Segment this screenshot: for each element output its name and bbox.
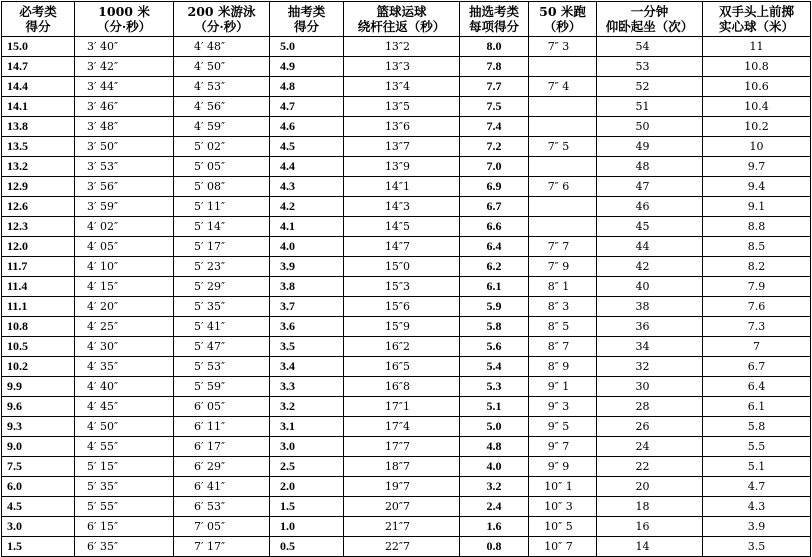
table-row xyxy=(2,117,811,137)
situps-cell: 28 xyxy=(597,397,703,417)
elective-score-cell: 7.5 xyxy=(460,97,529,117)
swim-200m-cell: 5′ 35″ xyxy=(174,297,270,317)
table-row xyxy=(2,477,811,497)
required-score-cell: 12.6 xyxy=(2,197,75,217)
situps-cell: 36 xyxy=(597,317,703,337)
sampled-score-cell: 3.9 xyxy=(270,257,344,277)
situps-cell: 45 xyxy=(597,217,703,237)
elective-score-cell: 2.4 xyxy=(460,497,529,517)
run-1000m-cell: 3′ 53″ xyxy=(75,157,174,177)
dribble-time-cell: 17″7 xyxy=(344,437,460,457)
run-50m-cell xyxy=(529,217,597,237)
elective-score-cell: 5.1 xyxy=(460,397,529,417)
swim-200m-cell: 5′ 05″ xyxy=(174,157,270,177)
medicine-ball-cell: 8.8 xyxy=(703,217,811,237)
sampled-score-cell: 0.5 xyxy=(270,537,344,557)
required-score-cell: 11.4 xyxy=(2,277,75,297)
run-50m-cell: 10″ 7 xyxy=(529,537,597,557)
table-row xyxy=(2,437,811,457)
situps-cell: 18 xyxy=(597,497,703,517)
run-50m-cell: 7″ 5 xyxy=(529,137,597,157)
run-1000m-cell: 4′ 20″ xyxy=(75,297,174,317)
run-1000m-cell: 4′ 50″ xyxy=(75,417,174,437)
dribble-time-cell: 15″3 xyxy=(344,277,460,297)
table-row xyxy=(2,37,811,57)
run-50m-cell: 9″ 1 xyxy=(529,377,597,397)
dribble-time-cell: 22″7 xyxy=(344,537,460,557)
required-score-cell: 9.9 xyxy=(2,377,75,397)
table-row xyxy=(2,277,811,297)
swim-200m-cell: 5′ 59″ xyxy=(174,377,270,397)
elective-score-cell: 5.3 xyxy=(460,377,529,397)
required-score-cell: 12.0 xyxy=(2,237,75,257)
situps-cell: 22 xyxy=(597,457,703,477)
dribble-time-cell: 20″7 xyxy=(344,497,460,517)
required-score-cell: 11.1 xyxy=(2,297,75,317)
run-50m-cell: 9″ 5 xyxy=(529,417,597,437)
header-sampled-score: 抽考类 得分 xyxy=(270,2,344,37)
situps-cell: 47 xyxy=(597,177,703,197)
elective-score-cell: 7.0 xyxy=(460,157,529,177)
dribble-time-cell: 14″7 xyxy=(344,237,460,257)
header-situps: 一分钟 仰卧起坐（次） xyxy=(597,2,703,37)
elective-score-cell: 8.0 xyxy=(460,37,529,57)
run-1000m-cell: 4′ 15″ xyxy=(75,277,174,297)
situps-cell: 40 xyxy=(597,277,703,297)
dribble-time-cell: 21″7 xyxy=(344,517,460,537)
swim-200m-cell: 4′ 59″ xyxy=(174,117,270,137)
swim-200m-cell: 4′ 50″ xyxy=(174,57,270,77)
run-50m-cell: 10″ 1 xyxy=(529,477,597,497)
situps-cell: 32 xyxy=(597,357,703,377)
sampled-score-cell: 3.2 xyxy=(270,397,344,417)
required-score-cell: 11.7 xyxy=(2,257,75,277)
swim-200m-cell: 6′ 05″ xyxy=(174,397,270,417)
table-row xyxy=(2,517,811,537)
medicine-ball-cell: 10.2 xyxy=(703,117,811,137)
elective-score-cell: 6.2 xyxy=(460,257,529,277)
situps-cell: 34 xyxy=(597,337,703,357)
swim-200m-cell: 5′ 53″ xyxy=(174,357,270,377)
sampled-score-cell: 4.7 xyxy=(270,97,344,117)
run-1000m-cell: 4′ 10″ xyxy=(75,257,174,277)
run-50m-cell: 7″ 3 xyxy=(529,37,597,57)
sampled-score-cell: 3.0 xyxy=(270,437,344,457)
sampled-score-cell: 3.4 xyxy=(270,357,344,377)
run-1000m-cell: 4′ 45″ xyxy=(75,397,174,417)
sampled-score-cell: 1.5 xyxy=(270,497,344,517)
required-score-cell: 6.0 xyxy=(2,477,75,497)
run-50m-cell: 9″ 9 xyxy=(529,457,597,477)
medicine-ball-cell: 7.3 xyxy=(703,317,811,337)
sampled-score-cell: 4.2 xyxy=(270,197,344,217)
table-row xyxy=(2,257,811,277)
medicine-ball-cell: 5.1 xyxy=(703,457,811,477)
run-1000m-cell: 3′ 56″ xyxy=(75,177,174,197)
situps-cell: 42 xyxy=(597,257,703,277)
header-200m-swim: 200 米游泳 （分·秒） xyxy=(174,2,270,37)
situps-cell: 44 xyxy=(597,237,703,257)
table-row xyxy=(2,177,811,197)
header-medicine-ball: 双手头上前掷 实心球（米） xyxy=(703,2,811,37)
dribble-time-cell: 14″5 xyxy=(344,217,460,237)
sampled-score-cell: 5.0 xyxy=(270,37,344,57)
medicine-ball-cell: 3.9 xyxy=(703,517,811,537)
required-score-cell: 14.1 xyxy=(2,97,75,117)
run-50m-cell: 7″ 6 xyxy=(529,177,597,197)
dribble-time-cell: 16″5 xyxy=(344,357,460,377)
swim-200m-cell: 5′ 41″ xyxy=(174,317,270,337)
table-row xyxy=(2,57,811,77)
run-50m-cell xyxy=(529,157,597,177)
sampled-score-cell: 3.5 xyxy=(270,337,344,357)
elective-score-cell: 7.4 xyxy=(460,117,529,137)
situps-cell: 14 xyxy=(597,537,703,557)
elective-score-cell: 0.8 xyxy=(460,537,529,557)
score-table xyxy=(1,1,811,557)
swim-200m-cell: 4′ 53″ xyxy=(174,77,270,97)
table-row xyxy=(2,537,811,557)
run-1000m-cell: 4′ 02″ xyxy=(75,217,174,237)
medicine-ball-cell: 10.6 xyxy=(703,77,811,97)
required-score-cell: 7.5 xyxy=(2,457,75,477)
table-row xyxy=(2,97,811,117)
medicine-ball-cell: 9.4 xyxy=(703,177,811,197)
table-row xyxy=(2,377,811,397)
medicine-ball-cell: 4.3 xyxy=(703,497,811,517)
dribble-time-cell: 13″5 xyxy=(344,97,460,117)
medicine-ball-cell: 7.9 xyxy=(703,277,811,297)
run-50m-cell: 7″ 9 xyxy=(529,257,597,277)
sampled-score-cell: 4.0 xyxy=(270,237,344,257)
table-row xyxy=(2,137,811,157)
elective-score-cell: 4.0 xyxy=(460,457,529,477)
required-score-cell: 1.5 xyxy=(2,537,75,557)
dribble-time-cell: 15″0 xyxy=(344,257,460,277)
sampled-score-cell: 4.8 xyxy=(270,77,344,97)
swim-200m-cell: 5′ 11″ xyxy=(174,197,270,217)
elective-score-cell: 6.7 xyxy=(460,197,529,217)
table-row xyxy=(2,197,811,217)
swim-200m-cell: 7′ 17″ xyxy=(174,537,270,557)
run-50m-cell: 8″ 7 xyxy=(529,337,597,357)
table-row xyxy=(2,217,811,237)
required-score-cell: 15.0 xyxy=(2,37,75,57)
table-row xyxy=(2,297,811,317)
required-score-cell: 9.0 xyxy=(2,437,75,457)
medicine-ball-cell: 10.8 xyxy=(703,57,811,77)
run-1000m-cell: 5′ 15″ xyxy=(75,457,174,477)
required-score-cell: 4.5 xyxy=(2,497,75,517)
run-1000m-cell: 4′ 05″ xyxy=(75,237,174,257)
medicine-ball-cell: 5.5 xyxy=(703,437,811,457)
table-row xyxy=(2,237,811,257)
swim-200m-cell: 6′ 53″ xyxy=(174,497,270,517)
medicine-ball-cell: 3.5 xyxy=(703,537,811,557)
medicine-ball-cell: 6.1 xyxy=(703,397,811,417)
run-1000m-cell: 3′ 44″ xyxy=(75,77,174,97)
header-required-score: 必考类 得分 xyxy=(2,2,75,37)
medicine-ball-cell: 10 xyxy=(703,137,811,157)
sampled-score-cell: 4.9 xyxy=(270,57,344,77)
run-50m-cell xyxy=(529,97,597,117)
situps-cell: 52 xyxy=(597,77,703,97)
dribble-time-cell: 19″7 xyxy=(344,477,460,497)
header-elective-score: 抽选考类 每项得分 xyxy=(460,2,529,37)
situps-cell: 51 xyxy=(597,97,703,117)
swim-200m-cell: 4′ 48″ xyxy=(174,37,270,57)
swim-200m-cell: 6′ 17″ xyxy=(174,437,270,457)
elective-score-cell: 3.2 xyxy=(460,477,529,497)
sampled-score-cell: 2.5 xyxy=(270,457,344,477)
run-1000m-cell: 3′ 48″ xyxy=(75,117,174,137)
swim-200m-cell: 4′ 56″ xyxy=(174,97,270,117)
elective-score-cell: 5.6 xyxy=(460,337,529,357)
medicine-ball-cell: 9.7 xyxy=(703,157,811,177)
elective-score-cell: 6.9 xyxy=(460,177,529,197)
run-1000m-cell: 5′ 55″ xyxy=(75,497,174,517)
table-row xyxy=(2,497,811,517)
situps-cell: 16 xyxy=(597,517,703,537)
swim-200m-cell: 5′ 08″ xyxy=(174,177,270,197)
run-1000m-cell: 3′ 42″ xyxy=(75,57,174,77)
elective-score-cell: 6.6 xyxy=(460,217,529,237)
sampled-score-cell: 4.4 xyxy=(270,157,344,177)
dribble-time-cell: 15″6 xyxy=(344,297,460,317)
required-score-cell: 10.2 xyxy=(2,357,75,377)
table-row xyxy=(2,157,811,177)
medicine-ball-cell: 4.7 xyxy=(703,477,811,497)
run-1000m-cell: 3′ 59″ xyxy=(75,197,174,217)
situps-cell: 48 xyxy=(597,157,703,177)
medicine-ball-cell: 7.6 xyxy=(703,297,811,317)
situps-cell: 46 xyxy=(597,197,703,217)
swim-200m-cell: 6′ 41″ xyxy=(174,477,270,497)
situps-cell: 20 xyxy=(597,477,703,497)
sampled-score-cell: 3.7 xyxy=(270,297,344,317)
run-50m-cell: 10″ 5 xyxy=(529,517,597,537)
run-1000m-cell: 3′ 40″ xyxy=(75,37,174,57)
elective-score-cell: 6.1 xyxy=(460,277,529,297)
sampled-score-cell: 4.3 xyxy=(270,177,344,197)
dribble-time-cell: 13″4 xyxy=(344,77,460,97)
situps-cell: 49 xyxy=(597,137,703,157)
run-50m-cell: 7″ 7 xyxy=(529,237,597,257)
medicine-ball-cell: 11 xyxy=(703,37,811,57)
situps-cell: 53 xyxy=(597,57,703,77)
medicine-ball-cell: 7 xyxy=(703,337,811,357)
situps-cell: 30 xyxy=(597,377,703,397)
header-1000m: 1000 米 （分·秒） xyxy=(75,2,174,37)
required-score-cell: 9.6 xyxy=(2,397,75,417)
run-50m-cell: 8″ 9 xyxy=(529,357,597,377)
situps-cell: 38 xyxy=(597,297,703,317)
dribble-time-cell: 15″9 xyxy=(344,317,460,337)
run-50m-cell xyxy=(529,197,597,217)
swim-200m-cell: 5′ 29″ xyxy=(174,277,270,297)
table-row xyxy=(2,77,811,97)
swim-200m-cell: 5′ 17″ xyxy=(174,237,270,257)
situps-cell: 50 xyxy=(597,117,703,137)
sampled-score-cell: 4.1 xyxy=(270,217,344,237)
table-row xyxy=(2,397,811,417)
sampled-score-cell: 3.8 xyxy=(270,277,344,297)
swim-200m-cell: 7′ 05″ xyxy=(174,517,270,537)
header-basketball-dribble: 篮球运球 绕杆往返（秒） xyxy=(344,2,460,37)
dribble-time-cell: 16″2 xyxy=(344,337,460,357)
sampled-score-cell: 4.6 xyxy=(270,117,344,137)
run-1000m-cell: 4′ 40″ xyxy=(75,377,174,397)
dribble-time-cell: 17″4 xyxy=(344,417,460,437)
sampled-score-cell: 3.6 xyxy=(270,317,344,337)
medicine-ball-cell: 10.4 xyxy=(703,97,811,117)
medicine-ball-cell: 9.1 xyxy=(703,197,811,217)
medicine-ball-cell: 8.5 xyxy=(703,237,811,257)
situps-cell: 26 xyxy=(597,417,703,437)
elective-score-cell: 5.0 xyxy=(460,417,529,437)
elective-score-cell: 7.8 xyxy=(460,57,529,77)
required-score-cell: 13.8 xyxy=(2,117,75,137)
run-50m-cell xyxy=(529,117,597,137)
elective-score-cell: 1.6 xyxy=(460,517,529,537)
dribble-time-cell: 13″3 xyxy=(344,57,460,77)
medicine-ball-cell: 8.2 xyxy=(703,257,811,277)
sampled-score-cell: 2.0 xyxy=(270,477,344,497)
required-score-cell: 10.8 xyxy=(2,317,75,337)
dribble-time-cell: 13″6 xyxy=(344,117,460,137)
dribble-time-cell: 16″8 xyxy=(344,377,460,397)
run-1000m-cell: 6′ 35″ xyxy=(75,537,174,557)
swim-200m-cell: 5′ 23″ xyxy=(174,257,270,277)
dribble-time-cell: 13″9 xyxy=(344,157,460,177)
sampled-score-cell: 1.0 xyxy=(270,517,344,537)
situps-cell: 54 xyxy=(597,37,703,57)
header-row xyxy=(2,2,811,37)
required-score-cell: 3.0 xyxy=(2,517,75,537)
run-1000m-cell: 4′ 30″ xyxy=(75,337,174,357)
required-score-cell: 12.3 xyxy=(2,217,75,237)
required-score-cell: 13.2 xyxy=(2,157,75,177)
situps-cell: 24 xyxy=(597,437,703,457)
swim-200m-cell: 5′ 02″ xyxy=(174,137,270,157)
run-50m-cell: 8″ 3 xyxy=(529,297,597,317)
elective-score-cell: 5.4 xyxy=(460,357,529,377)
medicine-ball-cell: 6.4 xyxy=(703,377,811,397)
run-1000m-cell: 3′ 46″ xyxy=(75,97,174,117)
table-row xyxy=(2,417,811,437)
dribble-time-cell: 14″3 xyxy=(344,197,460,217)
run-1000m-cell: 3′ 50″ xyxy=(75,137,174,157)
run-50m-cell: 8″ 5 xyxy=(529,317,597,337)
run-50m-cell xyxy=(529,57,597,77)
required-score-cell: 12.9 xyxy=(2,177,75,197)
swim-200m-cell: 6′ 11″ xyxy=(174,417,270,437)
run-50m-cell: 9″ 3 xyxy=(529,397,597,417)
run-1000m-cell: 4′ 55″ xyxy=(75,437,174,457)
sampled-score-cell: 3.3 xyxy=(270,377,344,397)
dribble-time-cell: 14″1 xyxy=(344,177,460,197)
medicine-ball-cell: 6.7 xyxy=(703,357,811,377)
dribble-time-cell: 13″2 xyxy=(344,37,460,57)
required-score-cell: 13.5 xyxy=(2,137,75,157)
header-50m-run: 50 米跑 （秒） xyxy=(529,2,597,37)
elective-score-cell: 4.8 xyxy=(460,437,529,457)
table-row xyxy=(2,457,811,477)
required-score-cell: 14.4 xyxy=(2,77,75,97)
elective-score-cell: 5.8 xyxy=(460,317,529,337)
run-50m-cell: 9″ 7 xyxy=(529,437,597,457)
run-1000m-cell: 5′ 35″ xyxy=(75,477,174,497)
run-1000m-cell: 4′ 25″ xyxy=(75,317,174,337)
run-50m-cell: 8″ 1 xyxy=(529,277,597,297)
required-score-cell: 9.3 xyxy=(2,417,75,437)
elective-score-cell: 6.4 xyxy=(460,237,529,257)
swim-200m-cell: 5′ 47″ xyxy=(174,337,270,357)
table-row xyxy=(2,337,811,357)
run-50m-cell: 10″ 3 xyxy=(529,497,597,517)
swim-200m-cell: 6′ 29″ xyxy=(174,457,270,477)
dribble-time-cell: 18″7 xyxy=(344,457,460,477)
required-score-cell: 10.5 xyxy=(2,337,75,357)
sampled-score-cell: 3.1 xyxy=(270,417,344,437)
medicine-ball-cell: 5.8 xyxy=(703,417,811,437)
elective-score-cell: 7.7 xyxy=(460,77,529,97)
run-1000m-cell: 6′ 15″ xyxy=(75,517,174,537)
score-table-sheet xyxy=(1,1,811,557)
run-50m-cell: 7″ 4 xyxy=(529,77,597,97)
sampled-score-cell: 4.5 xyxy=(270,137,344,157)
required-score-cell: 14.7 xyxy=(2,57,75,77)
dribble-time-cell: 13″7 xyxy=(344,137,460,157)
elective-score-cell: 7.2 xyxy=(460,137,529,157)
run-1000m-cell: 4′ 35″ xyxy=(75,357,174,377)
score-table-body xyxy=(2,37,811,557)
elective-score-cell: 5.9 xyxy=(460,297,529,317)
dribble-time-cell: 17″1 xyxy=(344,397,460,417)
swim-200m-cell: 5′ 14″ xyxy=(174,217,270,237)
table-row xyxy=(2,357,811,377)
table-row xyxy=(2,317,811,337)
